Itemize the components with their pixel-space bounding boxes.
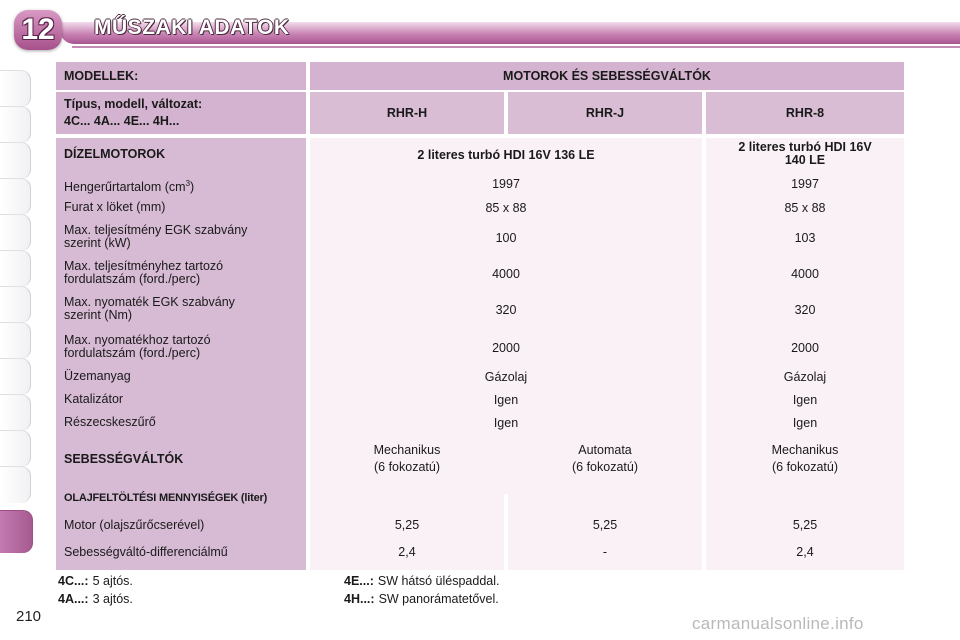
spec-value: Igen <box>493 393 519 407</box>
engine-name-140: 2 literes turbó HDI 16V <box>738 140 872 154</box>
spec-value: 320 <box>495 303 517 317</box>
spec-value: Igen <box>493 416 519 430</box>
spec-label: Max. nyomaték EGK szabvány <box>64 295 235 309</box>
oil-value: 5,25 <box>592 518 618 532</box>
chapter-tab[interactable] <box>0 214 31 251</box>
spec-value: 100 <box>495 231 517 245</box>
spec-label: Üzemanyag <box>64 369 131 383</box>
spec-value: 103 <box>794 231 816 245</box>
chapter-tab-active[interactable] <box>0 510 33 553</box>
spec-value: 1997 <box>492 177 520 191</box>
oil-value: - <box>602 545 608 559</box>
spec-value: Igen <box>792 416 818 430</box>
table-header-row <box>56 62 904 90</box>
type-codes: 4C... 4A... 4E... 4H... <box>64 114 180 128</box>
footnotes-right <box>344 572 499 608</box>
spec-value: 4000 <box>492 267 520 281</box>
chapter-tab[interactable] <box>0 250 31 287</box>
engine-name-140-power: 140 LE <box>784 153 826 167</box>
chapter-tab[interactable] <box>0 430 31 467</box>
spec-value: 4000 <box>791 267 819 281</box>
engine-name-136: 2 literes turbó HDI 16V 136 LE <box>417 148 595 162</box>
footnote: 4E...: SW hátsó üléspaddal. <box>344 574 500 588</box>
watermark: carmanualsonline.info <box>692 614 864 633</box>
spec-value: 85 x 88 <box>784 201 826 215</box>
spec-value: 2000 <box>791 341 819 355</box>
chapter-tab[interactable] <box>0 286 31 323</box>
gearbox-col-1: Mechanikus (6 fokozatú) <box>310 436 504 482</box>
chapter-thumb-tabs <box>0 70 40 590</box>
spec-label: fordulatszám (ford./perc) <box>64 272 201 286</box>
spec-value: Igen <box>792 393 818 407</box>
spec-label: Hengerűrtartalom $(cm^3)$ <box>64 179 195 195</box>
type-col-1: RHR-H <box>310 92 504 134</box>
page-number: 210 <box>16 608 42 625</box>
page-header <box>0 0 960 52</box>
footnote: 4C...: 5 ajtós. <box>58 574 133 588</box>
spec-label: szerint (Nm) <box>64 308 133 322</box>
oil-capacity-section <box>56 486 904 570</box>
chapter-tab[interactable] <box>0 394 31 431</box>
gearbox-section <box>56 436 904 482</box>
chapter-tab[interactable] <box>0 70 31 107</box>
oil-value: 5,25 <box>792 518 818 532</box>
gearbox-col-2: Automata (6 fokozatú) <box>508 436 702 482</box>
spec-value: 85 x 88 <box>485 201 527 215</box>
spec-value: 2000 <box>492 341 520 355</box>
type-col-3: RHR-8 <box>706 92 904 134</box>
diesel-engines-label: DÍZELMOTOROK <box>64 147 166 161</box>
type-row <box>56 92 904 134</box>
header-divider <box>72 46 960 48</box>
spec-label: Katalizátor <box>64 392 124 406</box>
footnotes-left <box>58 572 133 608</box>
chapter-badge: 12 <box>14 10 62 50</box>
chapter-tab[interactable] <box>0 466 31 503</box>
oil-value: 2,4 <box>398 545 416 559</box>
spec-value: 320 <box>794 303 816 317</box>
spec-value: Gázolaj <box>484 370 528 384</box>
spec-value: 1997 <box>791 177 819 191</box>
engines-gearboxes-header: MOTOROK ÉS SEBESSÉGVÁLTÓK <box>503 69 711 83</box>
oil-value: 5,25 <box>394 518 420 532</box>
oil-row-label: Motor (olajszűrőcserével) <box>64 518 205 532</box>
spec-value: Gázolaj <box>783 370 827 384</box>
type-col-2: RHR-J <box>508 92 702 134</box>
chapter-tab[interactable] <box>0 322 31 359</box>
chapter-tab[interactable] <box>0 358 31 395</box>
spec-label: Furat x löket (mm) <box>64 200 166 214</box>
spec-label: Max. nyomatékhoz tartozó <box>64 333 211 347</box>
spec-label: Max. teljesítményhez tartozó <box>64 259 224 273</box>
type-label: Típus, modell, változat: <box>64 97 203 111</box>
models-header: MODELLEK: <box>64 68 139 83</box>
gearbox-col-3: Mechanikus (6 fokozatú) <box>706 436 904 482</box>
spec-label: Max. teljesítmény EGK szabvány <box>64 223 248 237</box>
gearboxes-label: SEBESSÉGVÁLTÓK <box>64 451 184 466</box>
spec-label: fordulatszám (ford./perc) <box>64 346 201 360</box>
oil-capacity-label: OLAJFELTÖLTÉSI MENNYISÉGEK (liter) <box>64 492 268 504</box>
oil-row-label: Sebességváltó-differenciálmű <box>64 545 228 559</box>
footnote: 4H...: SW panorámatetővel. <box>344 592 499 606</box>
oil-value: 2,4 <box>796 545 814 559</box>
page-title: MŰSZAKI ADATOK <box>94 16 290 39</box>
chapter-tab[interactable] <box>0 142 31 179</box>
spec-label: Részecskeszűrő <box>64 415 156 429</box>
chapter-tab[interactable] <box>0 106 31 143</box>
footnote: 4A...: 3 ajtós. <box>58 592 133 606</box>
spec-label: szerint (kW) <box>64 236 131 250</box>
chapter-tab[interactable] <box>0 178 31 215</box>
